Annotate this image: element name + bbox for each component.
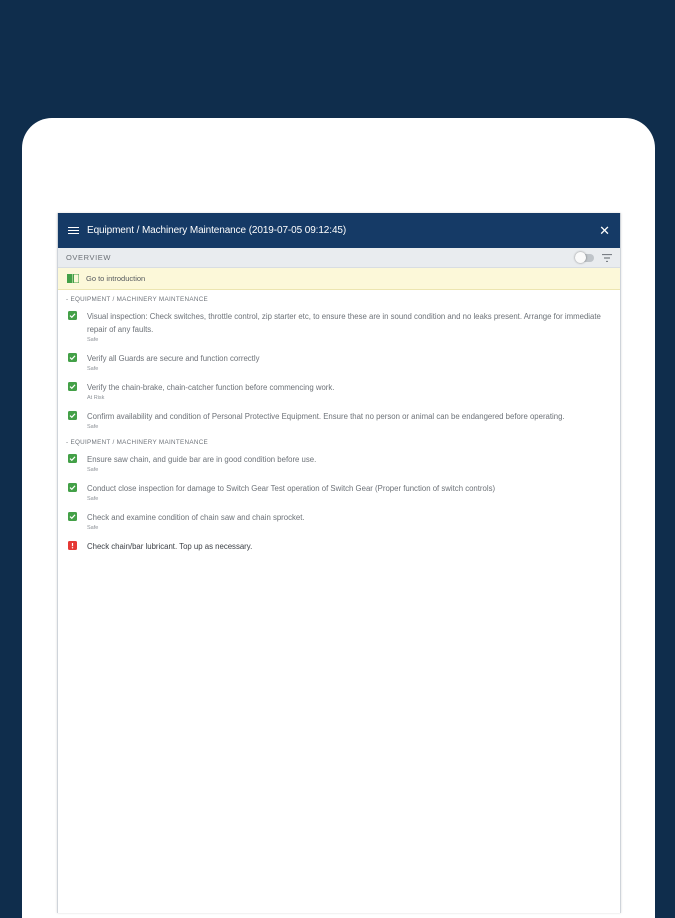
- item-text: Verify all Guards are secure and function correctly: [87, 354, 260, 363]
- checklist-item[interactable]: [66, 410, 612, 430]
- checkbox-checked-icon[interactable]: [68, 353, 77, 362]
- checklist-content: [58, 290, 620, 553]
- checkbox-checked-icon[interactable]: [68, 411, 77, 420]
- go-to-introduction-row[interactable]: [58, 268, 620, 290]
- checkbox-checked-icon[interactable]: [68, 382, 77, 391]
- checkbox-checked-icon[interactable]: [68, 512, 77, 521]
- item-status: Safe: [87, 366, 99, 372]
- overview-bar: [58, 248, 620, 268]
- checklist-item[interactable]: [66, 511, 612, 531]
- overview-label: OVERVIEW: [66, 253, 112, 262]
- book-icon: [67, 274, 79, 283]
- checklist-section: [66, 439, 612, 553]
- section-header: - EQUIPMENT / MACHINERY MAINTENANCE: [66, 439, 209, 446]
- checkbox-checked-icon[interactable]: [68, 311, 77, 320]
- item-status: Safe: [87, 424, 99, 430]
- checklist-item[interactable]: [66, 310, 612, 343]
- toggle-knob: [575, 252, 586, 263]
- checklist-item[interactable]: [66, 482, 612, 502]
- item-text: Visual inspection: Check switches, throttle control, zip starter etc, to ensure these are in sound condition and no leaks present. Arrange for immediate repair of any faults.: [87, 312, 601, 334]
- item-text: Conduct close inspection for damage to Switch Gear Test operation of Switch Gear (Proper function of switch controls): [87, 484, 496, 493]
- filter-icon[interactable]: [602, 254, 612, 262]
- go-to-introduction-label: Go to introduction: [86, 274, 146, 283]
- item-status: Safe: [87, 467, 99, 473]
- hamburger-menu-icon[interactable]: [68, 227, 79, 235]
- close-icon[interactable]: ✕: [599, 223, 610, 238]
- item-text: Check and examine condition of chain saw and chain sprocket.: [87, 513, 305, 522]
- item-status: Safe: [87, 337, 99, 343]
- alert-icon[interactable]: [68, 541, 77, 550]
- checklist-item[interactable]: [66, 453, 612, 473]
- item-status: At Risk: [87, 395, 105, 401]
- title-bar: [58, 213, 620, 248]
- item-status: Safe: [87, 496, 99, 502]
- checklist-section: [66, 296, 612, 430]
- item-text: Check chain/bar lubricant. Top up as necessary.: [87, 542, 253, 551]
- checklist-item[interactable]: [66, 352, 612, 372]
- checklist-window: [57, 213, 621, 913]
- section-header: - EQUIPMENT / MACHINERY MAINTENANCE: [66, 296, 209, 303]
- checkbox-checked-icon[interactable]: [68, 454, 77, 463]
- item-text: Verify the chain-brake, chain-catcher function before commencing work.: [87, 383, 335, 392]
- checkbox-checked-icon[interactable]: [68, 483, 77, 492]
- checklist-item[interactable]: [66, 381, 612, 401]
- window-title: Equipment / Machinery Maintenance (2019-07-05 09:12:45): [87, 225, 347, 236]
- item-text: Confirm availability and condition of Personal Protective Equipment. Ensure that no person or animal can be endangered before operating.: [87, 412, 565, 421]
- checklist-item[interactable]: [66, 540, 612, 553]
- item-text: Ensure saw chain, and guide bar are in good condition before use.: [87, 455, 317, 464]
- item-status: Safe: [87, 525, 99, 531]
- overview-toggle[interactable]: [576, 254, 594, 262]
